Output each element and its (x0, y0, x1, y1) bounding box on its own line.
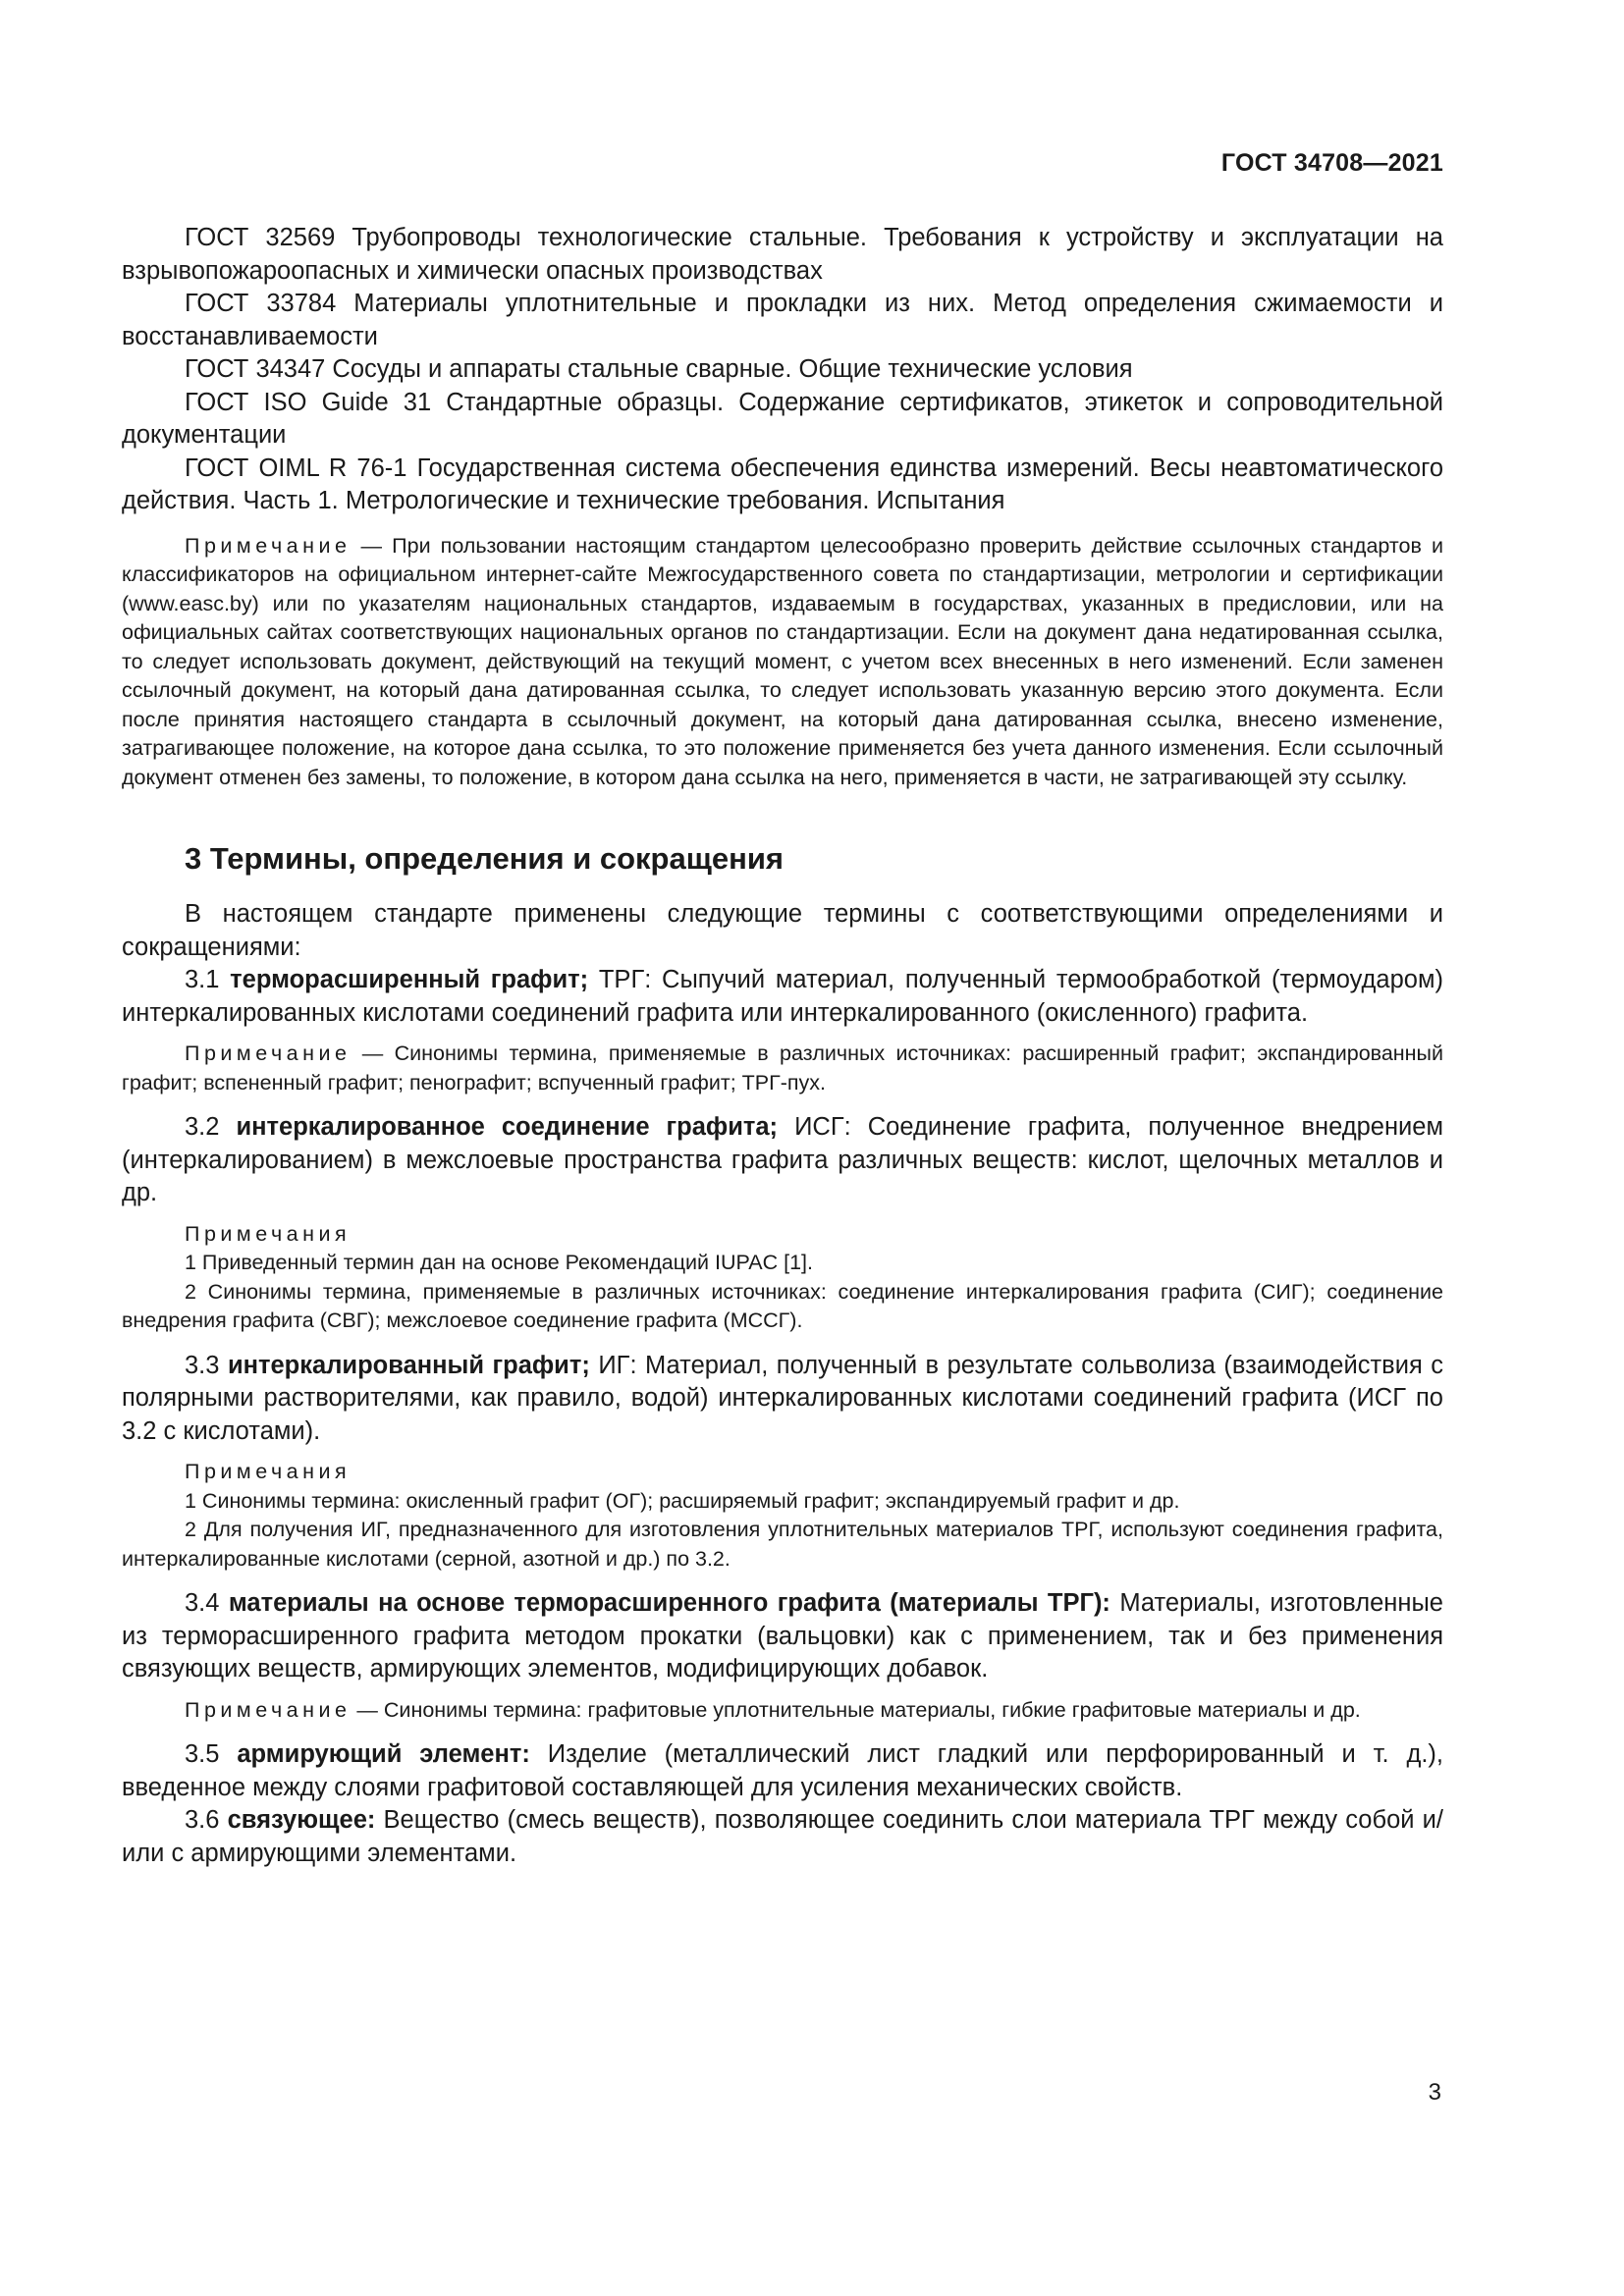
term-name: интеркалированное соединение графита; (236, 1113, 779, 1141)
term-3-3 (122, 1350, 1443, 1449)
term-number: 3.3 (185, 1351, 228, 1379)
references-note (122, 532, 1443, 793)
term-3-4 (122, 1587, 1443, 1686)
note-item: 2 Для получения ИГ, предназначенного для изготовления уплотнительных материалов ТРГ, используют соединения графита, интеркалированные кислотами (серной, азотной и др.) по 3.2. (122, 1518, 1443, 1571)
notes-label-text: Примечания (185, 1221, 352, 1246)
note-label: Примечание (185, 1697, 352, 1722)
reference-item: ГОСТ 32569 Трубопроводы технологические стальные. Требования к устройству и эксплуатации на взрывопожароопасных и химически опасных производствах (122, 224, 1443, 285)
term-name: терморасширенный графит; (230, 966, 589, 993)
notes-label (122, 1220, 1443, 1250)
page-number: 3 (1428, 2079, 1441, 2106)
page-content (122, 222, 1443, 1870)
term-3-4-note (122, 1696, 1443, 1726)
term-name: интеркалированный графит; (227, 1351, 590, 1379)
section-title: 3 Термины, определения и сокращения (185, 841, 784, 876)
note-item: 1 Приведенный термин дан на основе Рекомендаций IUPAC [1]. (185, 1251, 814, 1274)
note-label: Примечание (185, 533, 352, 558)
reference-item: ГОСТ 34347 Сосуды и аппараты стальные сварные. Общие технические условия (185, 355, 1133, 383)
note-item: 1 Синонимы термина: окисленный графит (ОГ); расширяемый графит; экспандируемый графит и др. (185, 1488, 1180, 1513)
note-dash: — (351, 533, 393, 558)
term-definition: ИСГ: Соединение графита, полученное внедрением (интеркалированием) в межслоевые пространства графита различных веществ: кислот, щелочных металлов и др. (122, 1113, 1444, 1206)
note-item: 2 Синонимы термина, применяемые в различных источниках: соединение интеркалирования графита (СИГ); соединение внедрения графита (СВГ); межслоевое соединение графита (МССГ). (122, 1279, 1443, 1332)
note-dash: — (351, 1697, 384, 1722)
term-number: 3.2 (185, 1113, 237, 1141)
notes-label-text: Примечания (185, 1460, 352, 1483)
term-name: армирующий элемент: (237, 1740, 530, 1768)
term-name: связующее: (227, 1806, 376, 1834)
term-number: 3.1 (185, 966, 231, 993)
note-text: Синонимы термина: графитовые уплотнительные материалы, гибкие графитовые материалы и др. (383, 1697, 1361, 1722)
term-definition: ТРГ: Сыпучий материал, полученный термообработкой (термоударом) интеркалированных кислотами соединений графита или интеркалированного (окисленного) графита. (122, 966, 1443, 1027)
term-definition: Изделие (металлический лист гладкий или перфорированный и т. д.), введенное между слоями графитовой составляющей для усиления механических свойств. (122, 1740, 1443, 1801)
term-number: 3.6 (185, 1806, 228, 1834)
notes-label (122, 1458, 1443, 1487)
note-text: При пользовании настоящим стандартом целесообразно проверить действие ссылочных стандартов и классификаторов на официальном интернет-сайте Межгосударственного совета по стандартизации, метрологии и сертификации (www.easc.by) или по указателям национальных стандартов, издаваемым в государствах, указанных в предисловии, или на официальных сайтах соответствующих национальных органов по стандартизации. Если на документ дана недатированная ссылка, то следует использовать документ, действующий на текущий момент, с учетом всех внесенных в него изменений. Если заменен ссылочный документ, на который дана датированная ссылка, то следует использовать указанную версию этого документа. Если после принятия настоящего стандарта в ссылочный документ, на который дана датированная ссылка, внесено изменение, затрагивающее положение, на которое дана ссылка, то это положение применяется без учета данного изменения. Если ссылочный документ отменен без замены, то положение, в котором дана ссылка на него, применяется в части, не затрагивающей эту ссылку. (122, 533, 1443, 789)
reference-item: ГОСТ OIML R 76-1 Государственная система обеспечения единства измерений. Весы неавтоматического действия. Часть 1. Метрологические и технические требования. Испытания (122, 454, 1443, 514)
note-label: Примечание (185, 1041, 352, 1065)
term-number: 3.5 (185, 1740, 238, 1768)
document-code-header: ГОСТ 34708—2021 (1220, 149, 1443, 177)
term-3-2 (122, 1111, 1443, 1210)
section-intro: В настоящем стандарте применены следующие термины с соответствующими определениями и сокращениями: (122, 900, 1443, 961)
term-number: 3.4 (185, 1589, 229, 1617)
note-dash: — (351, 1041, 395, 1065)
term-3-1 (122, 964, 1443, 1030)
reference-item: ГОСТ 33784 Материалы уплотнительные и прокладки из них. Метод определения сжимаемости и восстанавливаемости (122, 290, 1443, 350)
term-definition: ИГ: Материал, полученный в результате сольволиза (взаимодействия с полярными растворителями, как правило, водой) интеркалированных кислотами соединений графита (ИСГ по 3.2 с кислотами). (122, 1351, 1443, 1445)
note-text: Синонимы термина, применяемые в различных источниках: расширенный графит; экспандированный графит; вспененный графит; пенографит; вспученный графит; ТРГ-пух. (122, 1041, 1443, 1095)
term-3-1-note (122, 1040, 1443, 1097)
term-definition: Материалы, изготовленные из терморасширенного графита методом прокатки (вальцовки) как с применением, так и без применения связующих веществ, армирующих элементов, модифицирующих добавок. (122, 1589, 1443, 1682)
term-3-6 (122, 1804, 1443, 1870)
term-name: материалы на основе терморасширенного графита (материалы ТРГ): (228, 1589, 1110, 1617)
reference-item: ГОСТ ISO Guide 31 Стандартные образцы. Содержание сертификатов, этикеток и сопроводительной документации (122, 388, 1443, 449)
term-3-5 (122, 1738, 1443, 1804)
term-definition: Вещество (смесь веществ), позволяющее соединить слои материала ТРГ между собой и/или с армирующими элементами. (122, 1806, 1443, 1867)
